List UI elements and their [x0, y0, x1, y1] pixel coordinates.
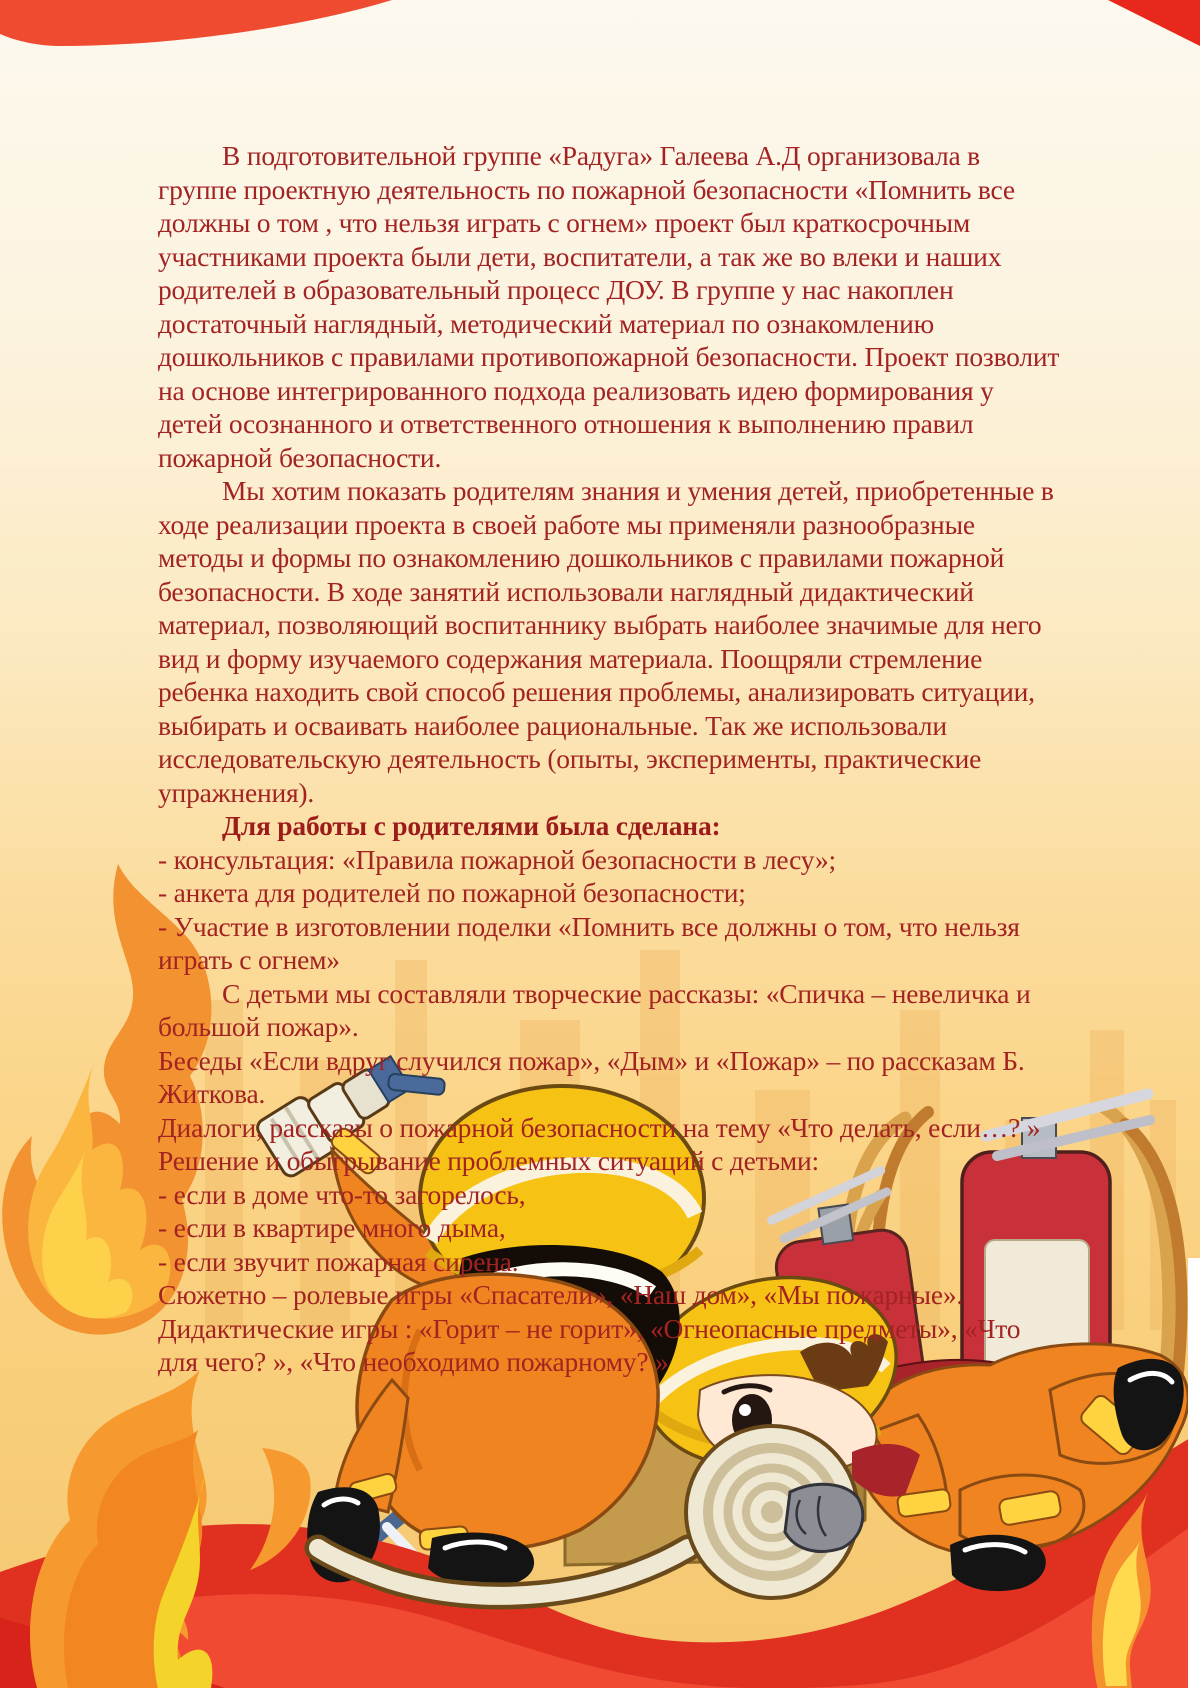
paragraph: В подготовительной группе «Радуга» Галеева А.Д организовала в группе проектную деятельность по пожарной безопасности «Помнить все должны о том , что нельзя играть с огнем» проект был краткосрочным участниками проекта были дети, воспитатели, а так же во влеки и наших родителей в образовательный процесс ДОУ. В группе у нас накоплен достаточный наглядный, методический материал по ознакомлению дошкольников с правилами противопожарной безопасности. Проект позволит на основе интегрированного подхода реализовать идею формирования у детей осознанного и ответственного отношения к выполнению правил пожарной безопасности.	[158, 140, 1060, 473]
paragraph: Мы хотим показать родителям знания и умения детей, приобретенные в ходе реализации проекта в своей работе мы применяли разнообразные методы и формы по ознакомлению дошкольников с правилами пожарной безопасности. В ходе занятий использовали наглядный дидактический материал, позволяющий воспитаннику выбрать наиболее значимые для него вид и форму изучаемого содержания материала. Поощряли стремление ребенка находить свой способ решения проблемы, анализировать ситуации, выбирать и осваивать наиболее рациональные. Так же использовали исследовательскую деятельность (опыты, эксперименты, практические упражнения).	[158, 475, 1054, 808]
paragraph: - консультация: «Правила пожарной безопасности в лесу»;	[158, 843, 836, 875]
top-left-flame-corner	[0, 0, 392, 46]
document-text	[158, 139, 1064, 1379]
paragraph: Для работы с родителями была сделана:	[222, 810, 721, 841]
paragraph: Диалоги, рассказы о пожарной безопасности на тему «Что делать, если…? »	[158, 1111, 1041, 1143]
paragraph: - если в доме что-то загорелось,	[158, 1178, 526, 1210]
paragraph: - Участие в изготовлении поделки «Помнить все должны о том, что нельзя играть с огнем»	[158, 910, 1020, 975]
paragraph: Решение и обыгрывание проблемных ситуаций с детьми:	[158, 1145, 819, 1176]
paragraph: - если звучит пожарная сирена.	[158, 1245, 519, 1277]
top-right-flame-corner	[1108, 0, 1200, 46]
paragraph: С детьми мы составляли творческие рассказы: «Спичка – невеличка и большой пожар».	[158, 977, 1031, 1042]
paragraph: - если в квартире много дыма,	[158, 1212, 506, 1243]
paragraph: - анкета для родителей по пожарной безопасности;	[158, 877, 746, 908]
paragraph: Сюжетно – ролевые игры «Спасатели», «Наш дом», «Мы пожарные».	[158, 1279, 964, 1310]
paragraph: Беседы «Если вдруг случился пожар», «Дым» и «Пожар» – по рассказам Б. Житкова.	[158, 1044, 1025, 1109]
paragraph: Дидактические игры : «Горит – не горит», «Огнеопасные предметы», «Что для чего? », «Что необходимо пожарному? »	[158, 1312, 1021, 1377]
